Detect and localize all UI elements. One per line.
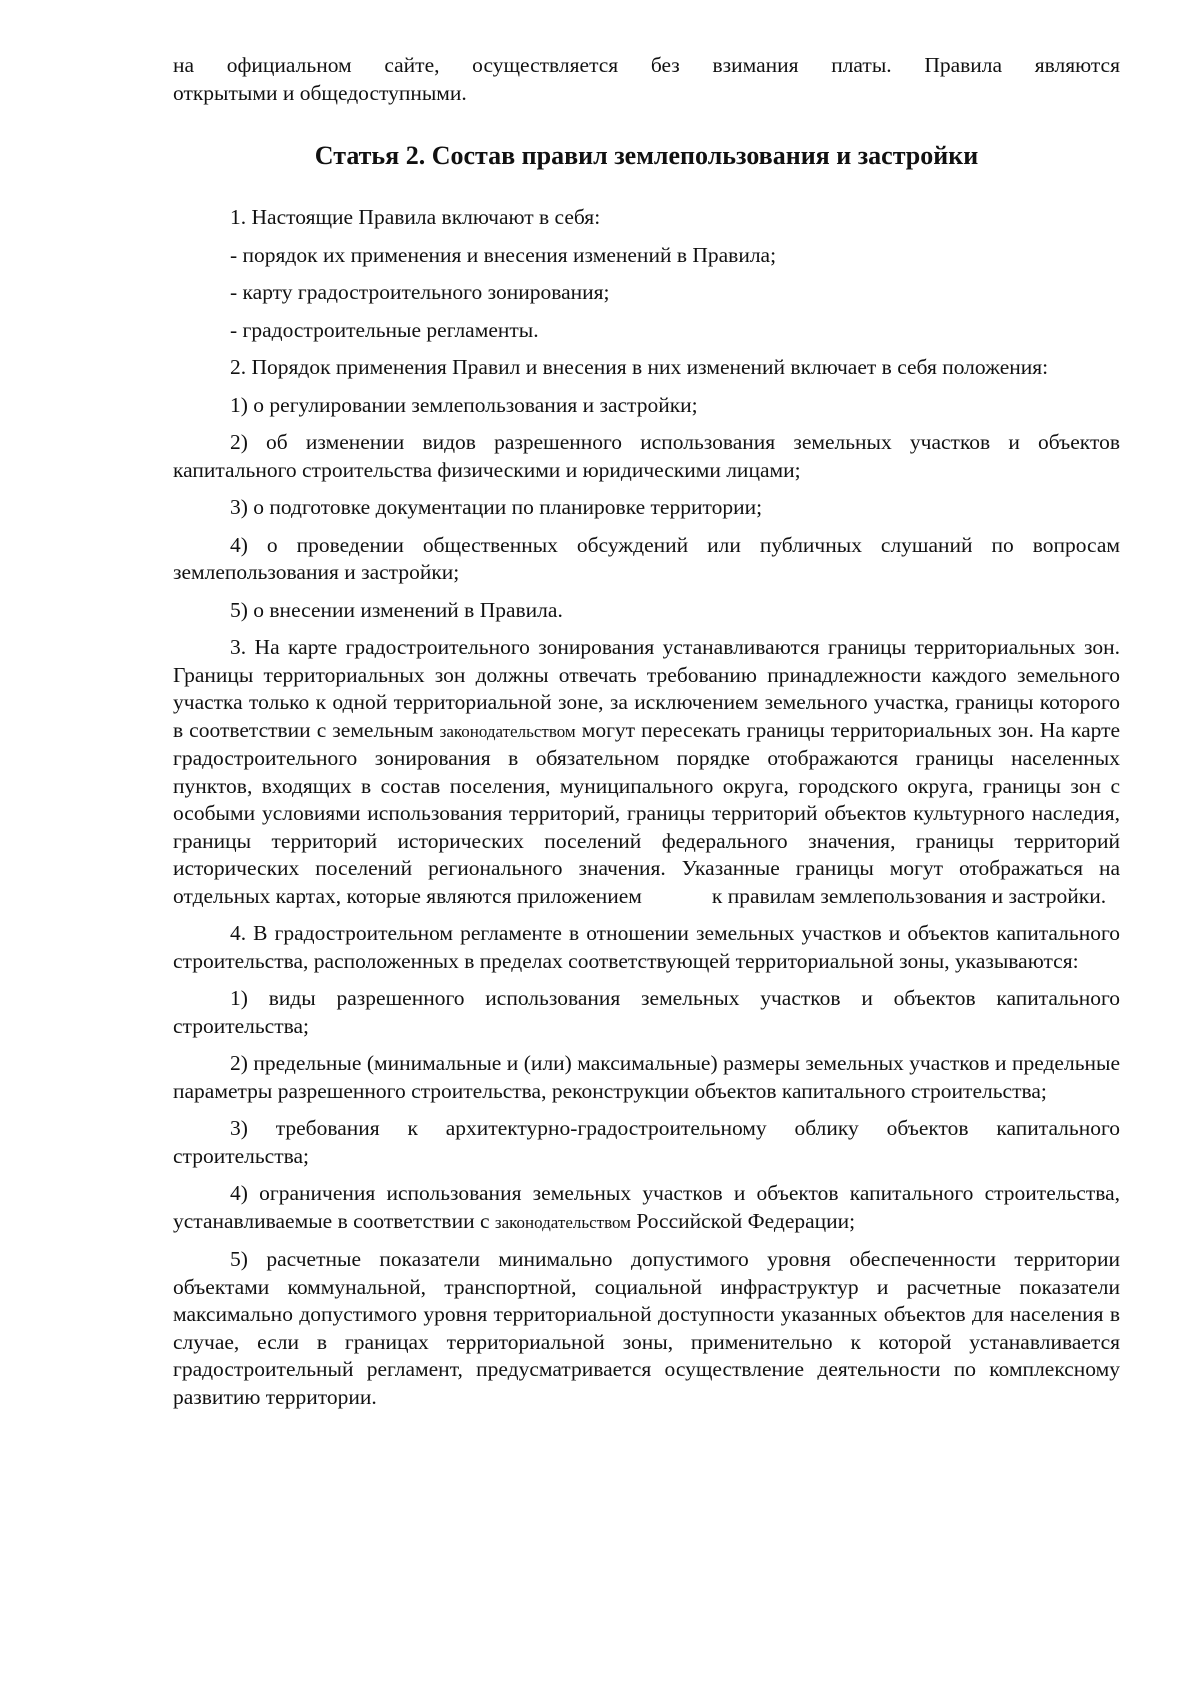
paragraph-3-text-a: 3. На карте градостроительного зонирования устанавливаются границы территориальных зон. Границы территориальных зон должны отвечать требованию принадлежности каждого земельного участка только к одной территориальной зоне, за исключением земельного участка, границы которого в соответствии с земельным: [173, 635, 1120, 742]
list-item-4-text-a: 4) ограничения использования земельных участков и объектов капитального строительства, устанавливаемые в соответствии с: [173, 1181, 1120, 1233]
list-item: - порядок их применения и внесения изменений в Правила;: [230, 242, 777, 267]
paragraph-3-text-c: к правилам землепользования и застройки.: [711, 883, 1107, 908]
article-heading: Статья 2. Состав правил землепользования и застройки: [314, 141, 979, 170]
list-item-4-small-word: законодательством: [494, 1212, 631, 1232]
list-item: 5) расчетные показатели минимально допустимого уровня обеспеченности территории объектами коммунальной, транспортной, социальной инфраструктур и расчетные показатели максимально допустимого уровня территориальной доступности указанных объектов для населения в случае, если в границах территориальной зоны, применительно к которой устанавливается градостроительный регламент, предусматривается осуществление деятельности по комплексному развитию территории.: [173, 1247, 1120, 1409]
paragraph-3-small-word: законодательством: [439, 721, 576, 741]
paragraph-3-text-b: могут пересекать границы территориальных зон. На карте градостроительного зонирования в обязательном порядке отображаются границы населенных пунктов, входящих в состав поселения, муниципального округа, городского округа, границы зон с особыми условиями использования территорий, границы территорий объектов культурного наследия, границы территорий исторических поселений федерального значения, границы территорий исторических поселений регионального значения. Указанные границы могут отображаться на отдельных картах, которые являются приложением: [173, 717, 1121, 908]
intro-line-1: на официальном сайте, осуществляется без взимания платы. Правила являются: [173, 53, 1120, 77]
paragraph-3: [173, 634, 1120, 910]
list-item: 2) предельные (минимальные и (или) максимальные) размеры земельных участков и предельные параметры разрешенного строительства, реконструкции объектов капитального строительства;: [173, 1051, 1120, 1103]
list-item: [173, 1180, 1120, 1236]
list-item: - карту градостроительного зонирования;: [230, 280, 610, 304]
list-item: 2) об изменении видов разрешенного использования земельных участков и объектов капитального строительства физическими и юридическими лицами;: [173, 430, 1120, 482]
list-item: 1) о регулировании землепользования и застройки;: [230, 392, 698, 417]
paragraph-1: 1. Настоящие Правила включают в себя:: [230, 205, 601, 229]
list-item: 3) о подготовке документации по планировке территории;: [230, 495, 763, 519]
paragraph-2: 2. Порядок применения Правил и внесения в них изменений включает в себя положения:: [230, 355, 1049, 379]
list-item: 1) виды разрешенного использования земельных участков и объектов капитального строительства;: [173, 986, 1120, 1038]
list-item: 4) о проведении общественных обсуждений или публичных слушаний по вопросам землепользования и застройки;: [173, 532, 1120, 584]
list-item-4-text-b: Российской Федерации;: [636, 1208, 856, 1233]
list-item: - градостроительные регламенты.: [230, 317, 539, 342]
list-item: 5) о внесении изменений в Правила.: [230, 597, 563, 622]
list-item: 3) требования к архитектурно-градостроительному облику объектов капитального строительства;: [173, 1116, 1120, 1168]
intro-line-2: открытыми и общедоступными.: [173, 80, 467, 105]
document-page: [173, 52, 1120, 1411]
paragraph-4: 4. В градостроительном регламенте в отношении земельных участков и объектов капитального строительства, расположенных в пределах соответствующей территориальной зоны, указываются:: [173, 921, 1120, 973]
